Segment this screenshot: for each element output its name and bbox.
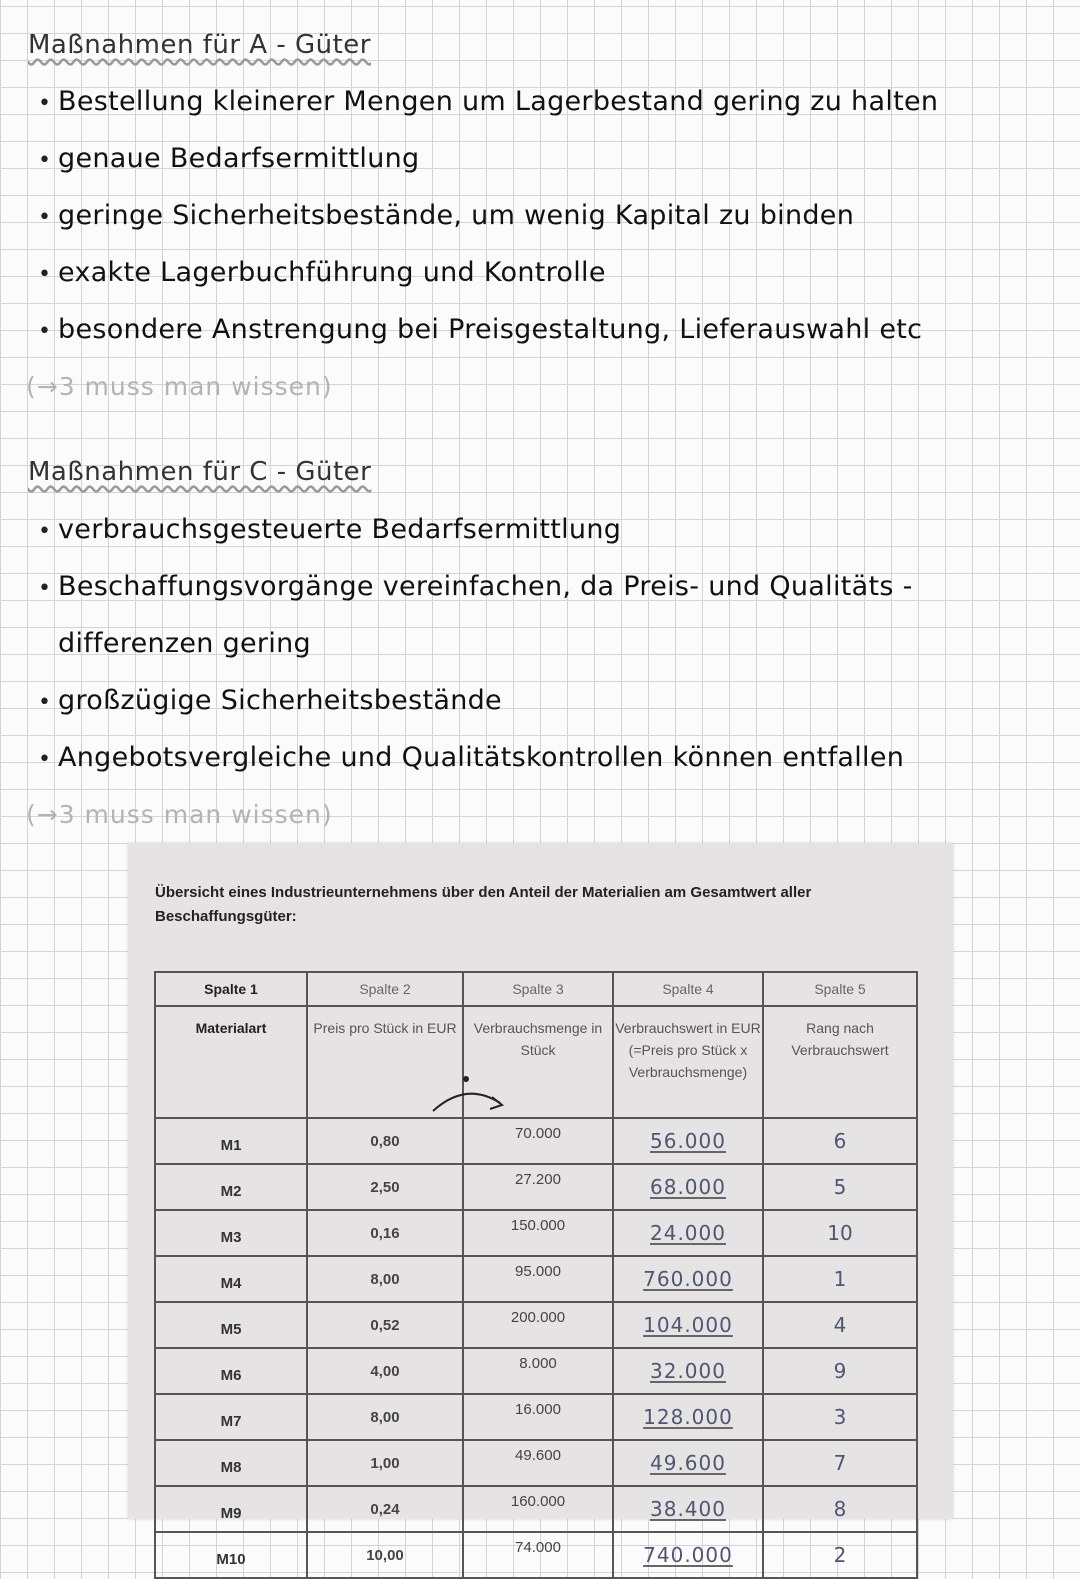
rank-cell: 10 — [763, 1210, 917, 1256]
section-c-bullet-1: • verbrauchsgesteuerte Bedarfsermittlung — [38, 514, 622, 545]
table-row — [155, 1486, 917, 1532]
consumption-value-cell: 740.000 — [613, 1532, 763, 1578]
consumption-value-cell: 760.000 — [613, 1256, 763, 1302]
section-c-heading: Maßnahmen für C - Güter — [28, 457, 372, 487]
table-row — [155, 1118, 917, 1164]
price-cell: 0,52 — [307, 1302, 463, 1348]
price-cell: 0,16 — [307, 1210, 463, 1256]
table-row — [155, 1532, 917, 1578]
section-a-bullet-2: • genaue Bedarfsermittlung — [38, 143, 420, 174]
section-a-heading: Maßnahmen für A - Güter — [28, 30, 371, 60]
price-cell: 2,50 — [307, 1164, 463, 1210]
section-a-bullet-4: • exakte Lagerbuchführung und Kontrolle — [38, 257, 606, 288]
material-cell: M6 — [155, 1348, 307, 1394]
quantity-cell: 95.000 — [463, 1256, 613, 1302]
quantity-cell: 74.000 — [463, 1532, 613, 1578]
quantity-cell: 150.000 — [463, 1210, 613, 1256]
quantity-cell: 200.000 — [463, 1302, 613, 1348]
rank-cell: 9 — [763, 1348, 917, 1394]
section-c-bullet-4: • Angebotsvergleiche und Qualitätskontrollen können entfallen — [38, 742, 905, 773]
price-cell: 0,80 — [307, 1118, 463, 1164]
rank-cell: 1 — [763, 1256, 917, 1302]
material-cell: M4 — [155, 1256, 307, 1302]
column-header: Spalte 2 — [307, 972, 463, 1006]
column-header-row — [155, 972, 917, 1006]
column-header: Spalte 5 — [763, 972, 917, 1006]
quantity-cell: 16.000 — [463, 1394, 613, 1440]
section-a-remark: (→3 muss man wissen) — [26, 372, 333, 401]
quantity-cell: 160.000 — [463, 1486, 613, 1532]
consumption-value-cell: 32.000 — [613, 1348, 763, 1394]
material-cell: M8 — [155, 1440, 307, 1486]
rank-cell: 6 — [763, 1118, 917, 1164]
table-row — [155, 1394, 917, 1440]
subheader-row — [155, 1006, 917, 1118]
column-header: Spalte 3 — [463, 972, 613, 1006]
rank-cell: 3 — [763, 1394, 917, 1440]
photo-caption-line-1: Übersicht eines Industrieunternehmens über den Anteil der Materialien am Gesamtwert aller — [155, 884, 812, 901]
consumption-value-cell: 56.000 — [613, 1118, 763, 1164]
subheader: Verbrauchsmenge in Stück — [463, 1006, 613, 1118]
price-cell: 1,00 — [307, 1440, 463, 1486]
rank-cell: 2 — [763, 1532, 917, 1578]
table-row — [155, 1256, 917, 1302]
consumption-value-cell: 49.600 — [613, 1440, 763, 1486]
consumption-value-cell: 128.000 — [613, 1394, 763, 1440]
section-a-bullet-5: • besondere Anstrengung bei Preisgestaltung, Lieferauswahl etc — [38, 314, 923, 345]
material-cell: M10 — [155, 1532, 307, 1578]
price-cell: 4,00 — [307, 1348, 463, 1394]
material-cell: M1 — [155, 1118, 307, 1164]
quantity-cell: 70.000 — [463, 1118, 613, 1164]
rank-cell: 5 — [763, 1164, 917, 1210]
price-cell: 0,24 — [307, 1486, 463, 1532]
column-header: Spalte 4 — [613, 972, 763, 1006]
table-row — [155, 1164, 917, 1210]
section-c-remark: (→3 muss man wissen) — [26, 800, 333, 829]
material-table — [154, 971, 918, 1579]
quantity-cell: 8.000 — [463, 1348, 613, 1394]
material-cell: M3 — [155, 1210, 307, 1256]
consumption-value-cell: 104.000 — [613, 1302, 763, 1348]
section-a-bullet-3: • geringe Sicherheitsbestände, um wenig Kapital zu binden — [38, 200, 855, 231]
photo-caption — [155, 881, 875, 929]
rank-cell: 4 — [763, 1302, 917, 1348]
consumption-value-cell: 24.000 — [613, 1210, 763, 1256]
price-cell: 8,00 — [307, 1256, 463, 1302]
table-row — [155, 1440, 917, 1486]
quantity-cell: 27.200 — [463, 1164, 613, 1210]
table-row — [155, 1348, 917, 1394]
table-photo — [128, 843, 953, 1568]
subheader: Rang nach Verbrauchswert — [763, 1006, 917, 1118]
material-cell: M2 — [155, 1164, 307, 1210]
section-c-bullet-3: • großzügige Sicherheitsbestände — [38, 685, 502, 716]
section-c-bullet-2: • Beschaffungsvorgänge vereinfachen, da Preis- und Qualitäts - — [38, 571, 913, 602]
rank-cell: 7 — [763, 1440, 917, 1486]
section-c-bullet-2-continuation: differenzen gering — [58, 628, 311, 659]
price-cell: 8,00 — [307, 1394, 463, 1440]
curved-arrow-icon — [428, 1071, 518, 1121]
rank-cell: 8 — [763, 1486, 917, 1532]
price-cell: 10,00 — [307, 1532, 463, 1578]
consumption-value-cell: 68.000 — [613, 1164, 763, 1210]
table-row — [155, 1210, 917, 1256]
table-row — [155, 1302, 917, 1348]
column-header: Spalte 1 — [155, 972, 307, 1006]
subheader: Materialart — [155, 1006, 307, 1118]
photo-caption-line-2: Beschaffungsgüter: — [155, 908, 297, 925]
material-cell: M7 — [155, 1394, 307, 1440]
subheader: Verbrauchswert in EUR (=Preis pro Stück x Verbrauchsmenge) — [613, 1006, 763, 1118]
subheader: Preis pro Stück in EUR — [307, 1006, 463, 1118]
quantity-cell: 49.600 — [463, 1440, 613, 1486]
consumption-value-cell: 38.400 — [613, 1486, 763, 1532]
material-cell: M5 — [155, 1302, 307, 1348]
section-a-bullet-1: • Bestellung kleinerer Mengen um Lagerbestand gering zu halten — [38, 86, 939, 117]
material-cell: M9 — [155, 1486, 307, 1532]
